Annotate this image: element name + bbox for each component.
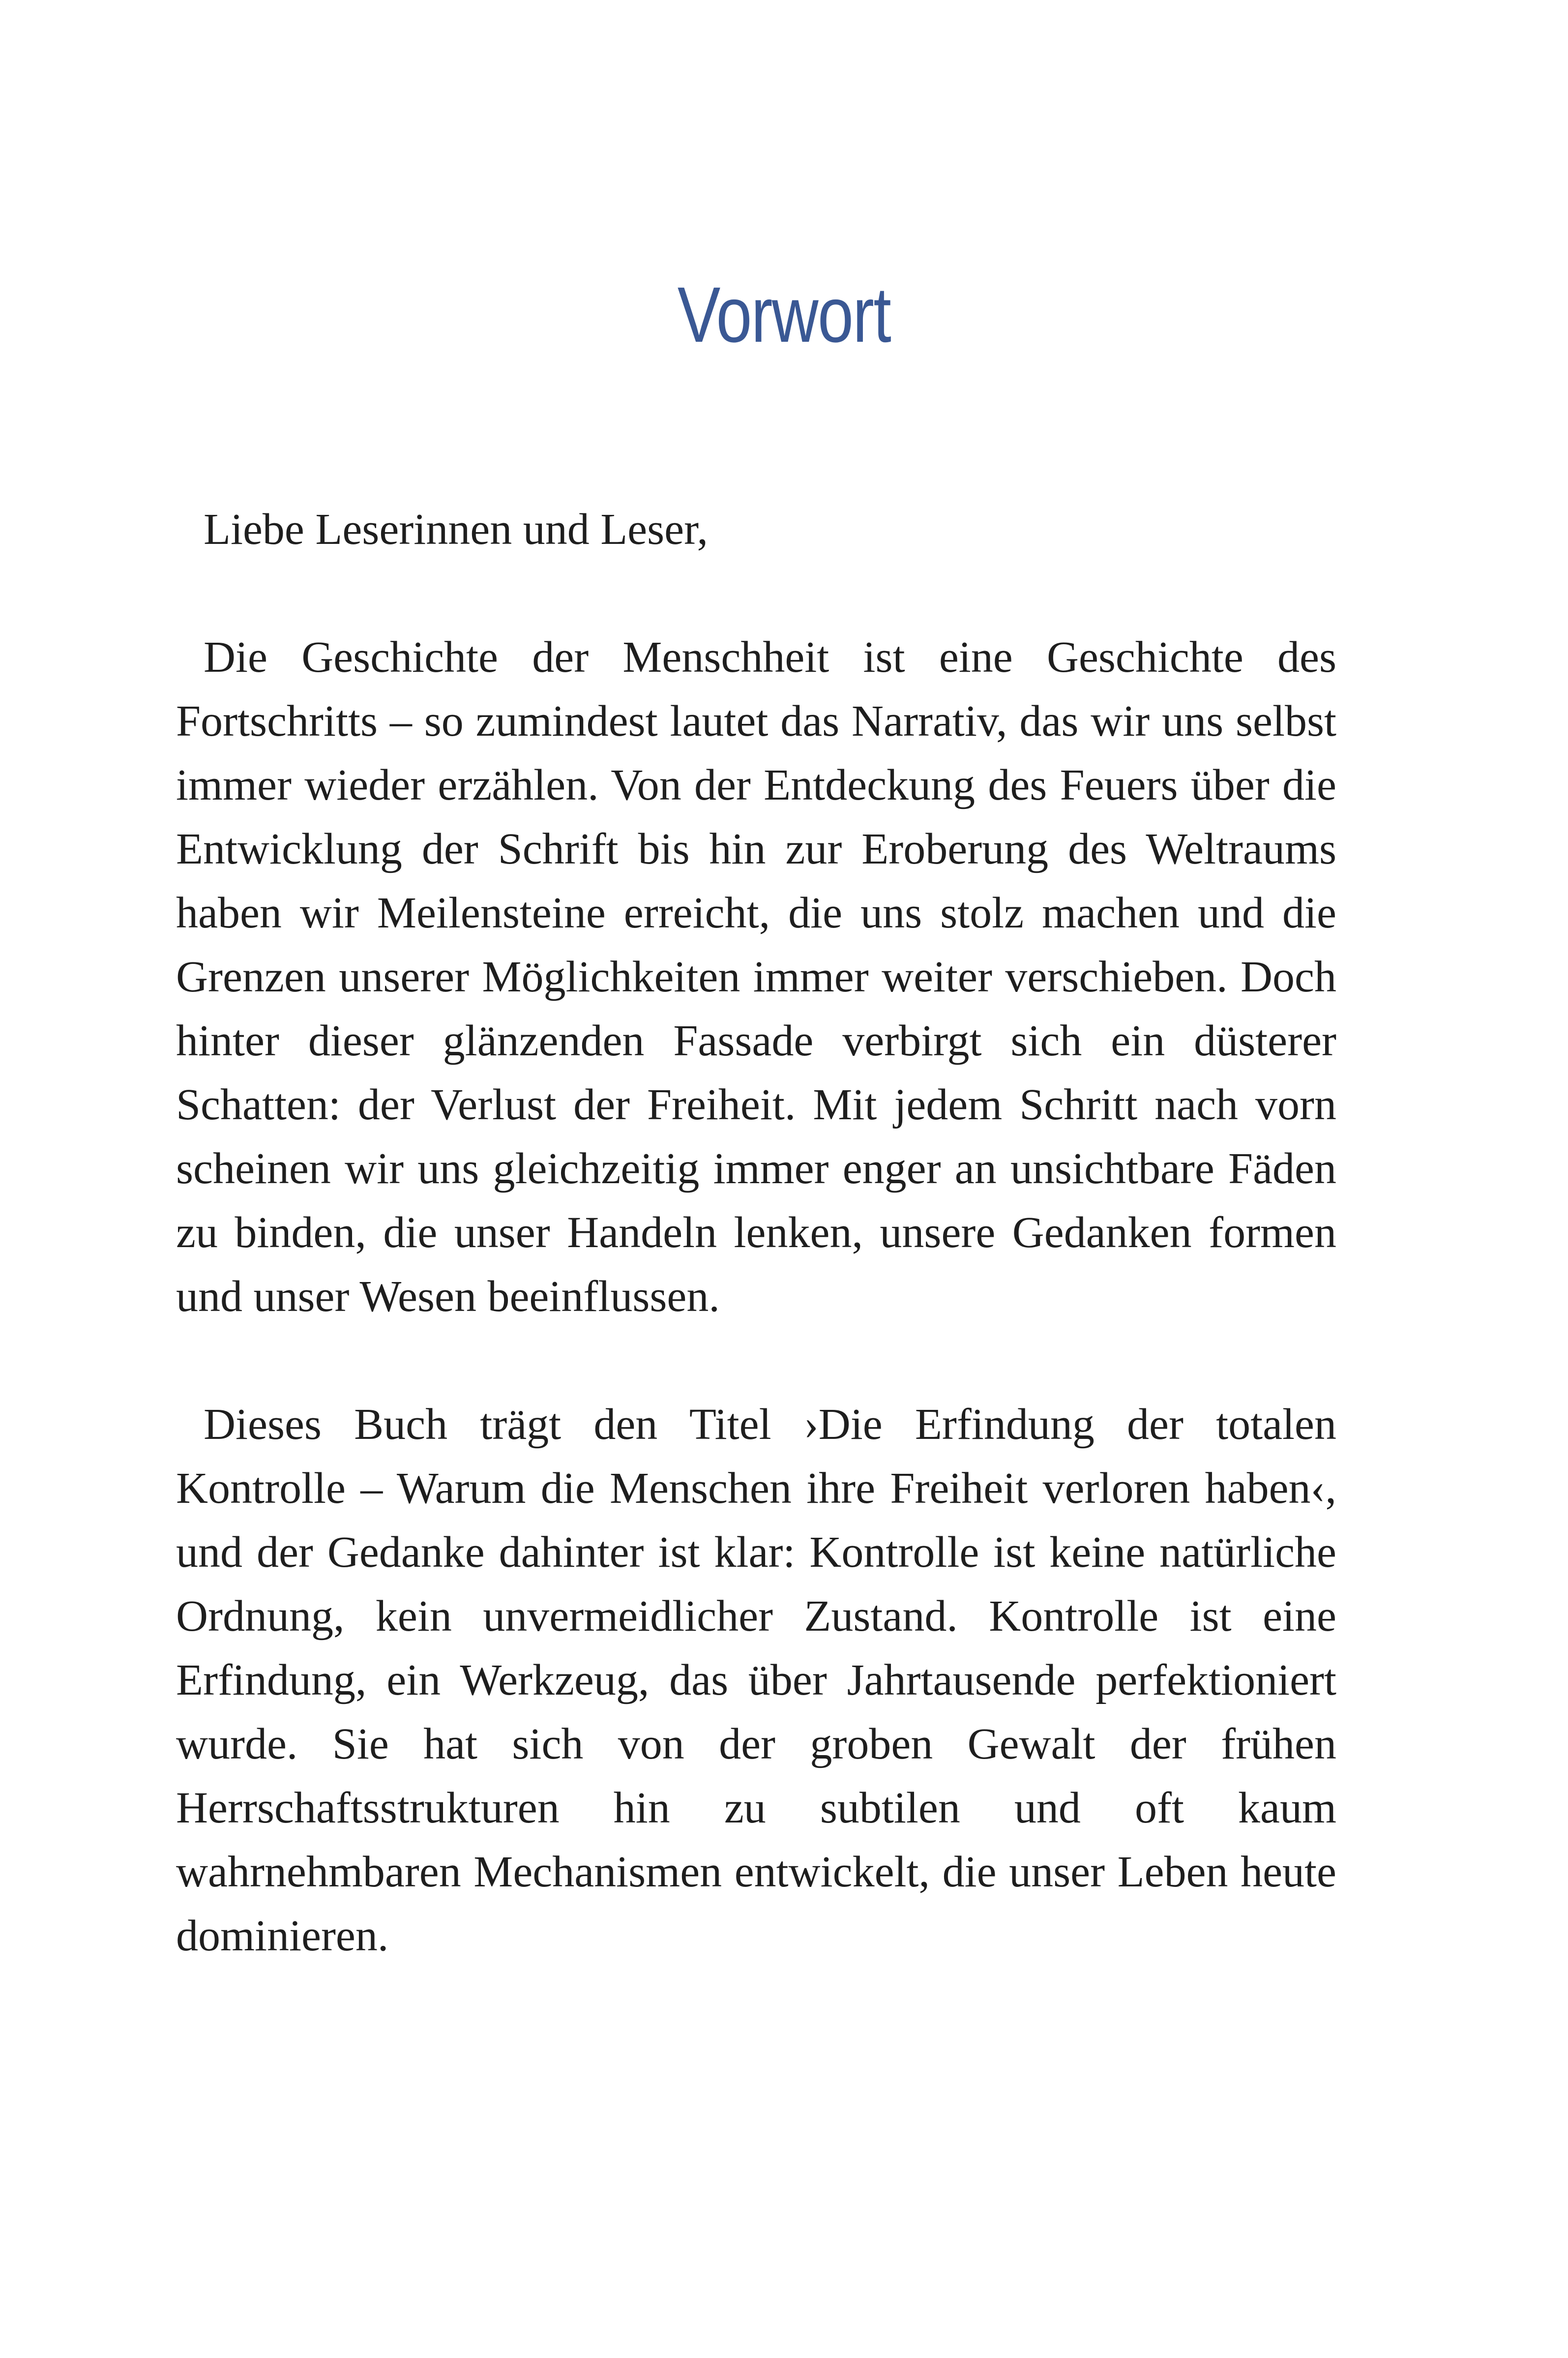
- paragraph-1: Die Geschichte der Menschheit ist eine Geschichte des Fortschritts – so zumindest lautet das Narrativ, das wir uns selbst immer wieder erzählen. Von der Entdeckung des Feuers über die Entwicklung der Schrift bis hin zur Eroberung des Weltraums haben wir Meilensteine erreicht, die uns stolz machen und die Grenzen unserer Möglichkeiten immer weiter verschieben. Doch hinter dieser glänzenden Fassade verbirgt sich ein düsterer Schatten: der Verlust der Freiheit. Mit jedem Schritt nach vorn scheinen wir uns gleichzeitig immer enger an unsichtbare Fäden zu binden, die unser Handeln lenken, unsere Gedanken formen und unser Wesen beeinflussen.: [176, 633, 1336, 1321]
- paragraph-2: Dieses Buch trägt den Titel ›Die Erfindung der totalen Kontrolle – Warum die Menschen ihre Freiheit verloren haben‹, und der Gedanke dahinter ist klar: Kontrolle ist keine natürliche Ordnung, kein unvermeidlicher Zustand. Kontrolle ist eine Erfindung, ein Werkzeug, das über Jahrtausende perfektioniert wurde. Sie hat sich von der groben Gewalt der frühen Herrschaftsstrukturen hin zu subtilen und oft kaum wahrnehmbaren Mechanismen entwickelt, die unser Leben heute dominieren.: [176, 1400, 1336, 1960]
- body-text: [176, 498, 1336, 1968]
- chapter-heading: Vorwort: [677, 270, 891, 358]
- greeting-line: Liebe Leserinnen und Leser,: [204, 505, 708, 554]
